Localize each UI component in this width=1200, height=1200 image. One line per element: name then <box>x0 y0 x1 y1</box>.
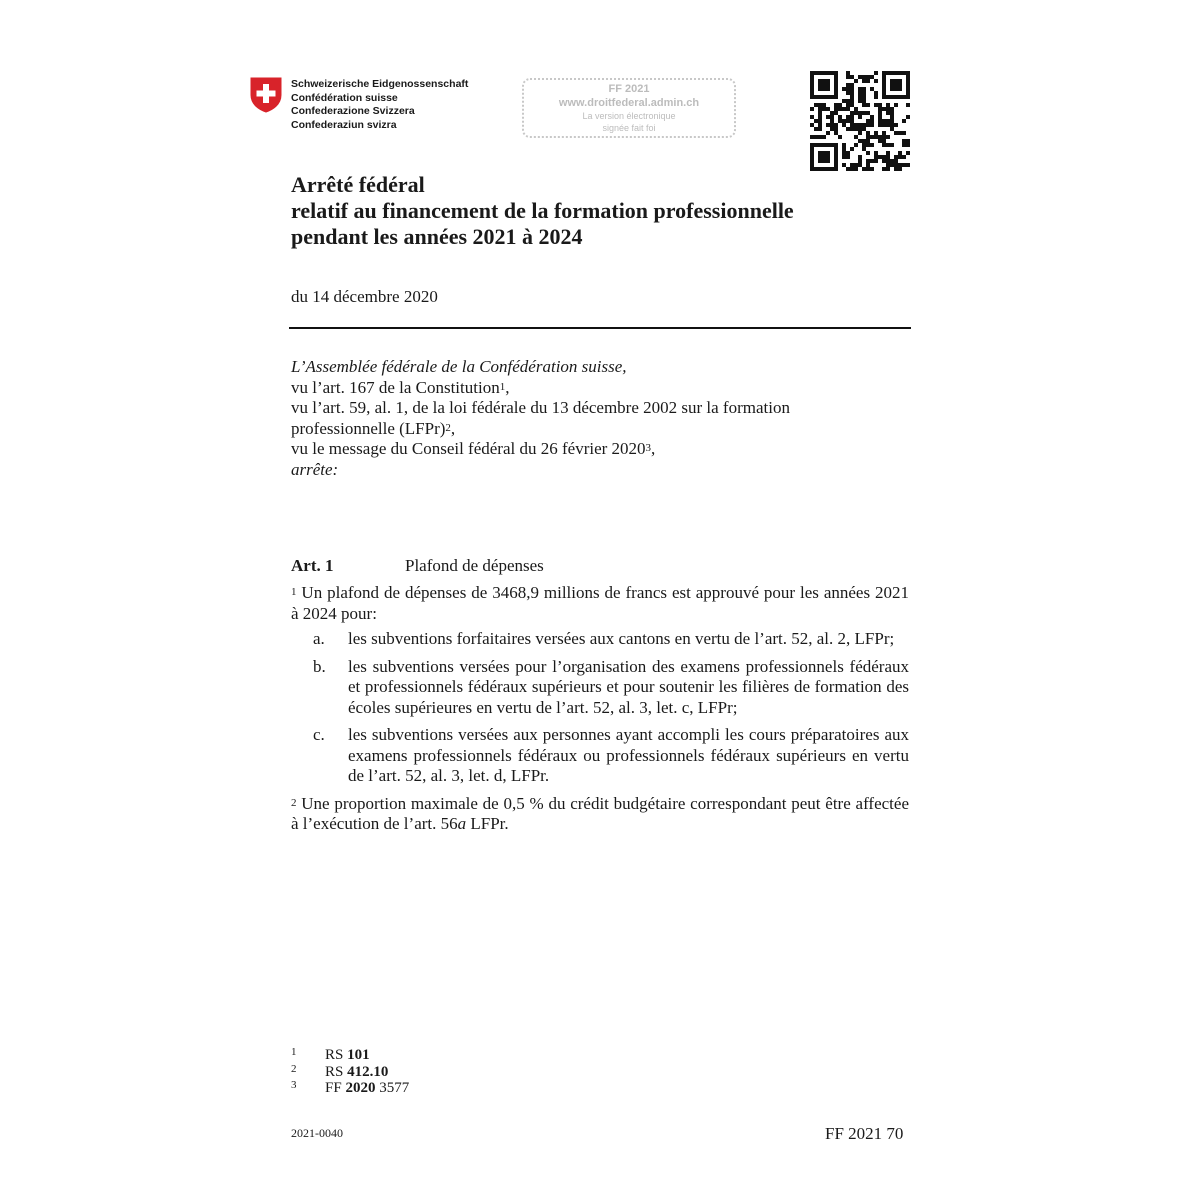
paragraph-number: 2 <box>291 796 297 809</box>
whereas-lfpr <box>291 398 911 439</box>
list-item <box>291 657 909 719</box>
footnote-prefix: RS <box>325 1063 348 1080</box>
ff-reference: FF 2021 70 <box>825 1124 904 1143</box>
paragraph-2 <box>291 794 909 835</box>
article-heading <box>291 556 544 576</box>
list-letter: b. <box>313 656 326 676</box>
footnote-prefix: FF <box>325 1080 346 1096</box>
paragraph-text: Un plafond de dépenses de 3468,9 millions de francs est approuvé pour les années 2021 à 2024 pour: <box>291 583 909 623</box>
footnote-ref: 1 <box>499 380 506 393</box>
confederation-names <box>291 78 468 132</box>
preamble <box>291 357 911 480</box>
confederation-name-fr: Confédération suisse <box>291 91 398 104</box>
punctuation: , <box>651 439 656 458</box>
stamp-ff-year: FF 2021 <box>608 83 650 95</box>
article-number: Art. 1 <box>291 556 334 575</box>
paragraph-text: Une proportion maximale de 0,5 % du crédit budgétaire correspondant peut être affectée à l’exécution de l’art. 56 <box>291 793 909 833</box>
title-line-3: pendant les années 2021 à 2024 <box>291 224 583 249</box>
list-text: les subventions forfaitaires versées aux cantons en vertu de l’art. 52, al. 2, LFPr; <box>348 629 895 648</box>
punctuation: , <box>450 418 456 438</box>
document-title <box>291 172 794 250</box>
footnote-number: 1 <box>291 1046 297 1058</box>
footnote-number: 2 <box>291 1062 297 1075</box>
footnote <box>291 1064 409 1081</box>
whereas-constitution <box>291 378 911 399</box>
title-divider <box>289 327 911 329</box>
title-line-2: relatif au financement de la formation professionnelle <box>291 198 794 223</box>
article-body <box>291 583 909 835</box>
footnote-prefix: RS <box>325 1047 348 1063</box>
list-letter: a. <box>313 629 325 648</box>
document-number: 2021-0040 <box>291 1126 343 1140</box>
footnote-ref-number: 2020 <box>345 1080 376 1096</box>
stamp-note-2: signée fait foi <box>602 123 656 133</box>
list-item <box>291 725 909 787</box>
footnote-ref: 2 <box>445 421 451 434</box>
paragraph-number: 1 <box>291 586 297 598</box>
footnotes <box>291 1047 409 1097</box>
footnote-ref: 3 <box>645 442 652 454</box>
whereas-text: vu l’art. 59, al. 1, de la loi fédérale du 13 décembre 2002 sur la formation <box>291 398 790 417</box>
article-list <box>291 629 909 787</box>
paragraph-text-italic: a <box>457 814 467 833</box>
article-title: Plafond de dépenses <box>405 556 544 575</box>
footnote-suffix: 3577 <box>375 1080 410 1096</box>
confederation-name-it: Confederazione Svizzera <box>291 105 415 117</box>
electronic-version-stamp <box>522 78 736 138</box>
decree-line: arrête: <box>291 459 339 479</box>
stamp-note-1: La version électronique <box>582 111 676 121</box>
footnote-ref-number: 101 <box>347 1047 370 1063</box>
whereas-message <box>291 439 911 460</box>
list-text: les subventions versées pour l’organisation des examens professionnels fédéraux et professionnels fédéraux supérieurs et pour soutenir les filières de formation des écoles supérieures en vertu de l’art. 52, al. 3, let. c, LFPr; <box>348 656 909 717</box>
paragraph-1 <box>291 583 909 624</box>
assembly-line: L’Assemblée fédérale de la Confédération suisse, <box>291 357 627 376</box>
whereas-text: professionnelle (LFPr) <box>291 418 446 438</box>
whereas-text: vu le message du Conseil fédéral du 26 février 2020 <box>291 439 646 458</box>
stamp-website: www.droitfederal.admin.ch <box>558 97 700 109</box>
footnote <box>291 1047 409 1064</box>
list-letter: c. <box>313 725 325 744</box>
punctuation: , <box>505 377 510 397</box>
confederation-name-de: Schweizerische Eidgenossenschaft <box>291 78 469 90</box>
qr-code-icon <box>810 71 910 171</box>
paragraph-text: LFPr. <box>466 814 509 833</box>
list-item <box>291 629 909 650</box>
whereas-text: vu l’art. 167 de la Constitution <box>291 377 500 397</box>
footnote-number: 3 <box>291 1079 297 1091</box>
footnote <box>291 1080 409 1097</box>
title-line-1: Arrêté fédéral <box>291 172 425 197</box>
confederation-name-rm: Confederaziun svizra <box>291 118 397 131</box>
list-text: les subventions versées aux personnes ayant accompli les cours préparatoires aux examens professionnels fédéraux ou professionnels fédéraux supérieurs en vertu de l’art. 52, al. 3, let. d, LFPr. <box>348 725 909 785</box>
footnote-ref-number: 412.10 <box>347 1063 389 1080</box>
document-date: du 14 décembre 2020 <box>291 287 438 306</box>
swiss-coat-of-arms-icon <box>250 77 282 113</box>
